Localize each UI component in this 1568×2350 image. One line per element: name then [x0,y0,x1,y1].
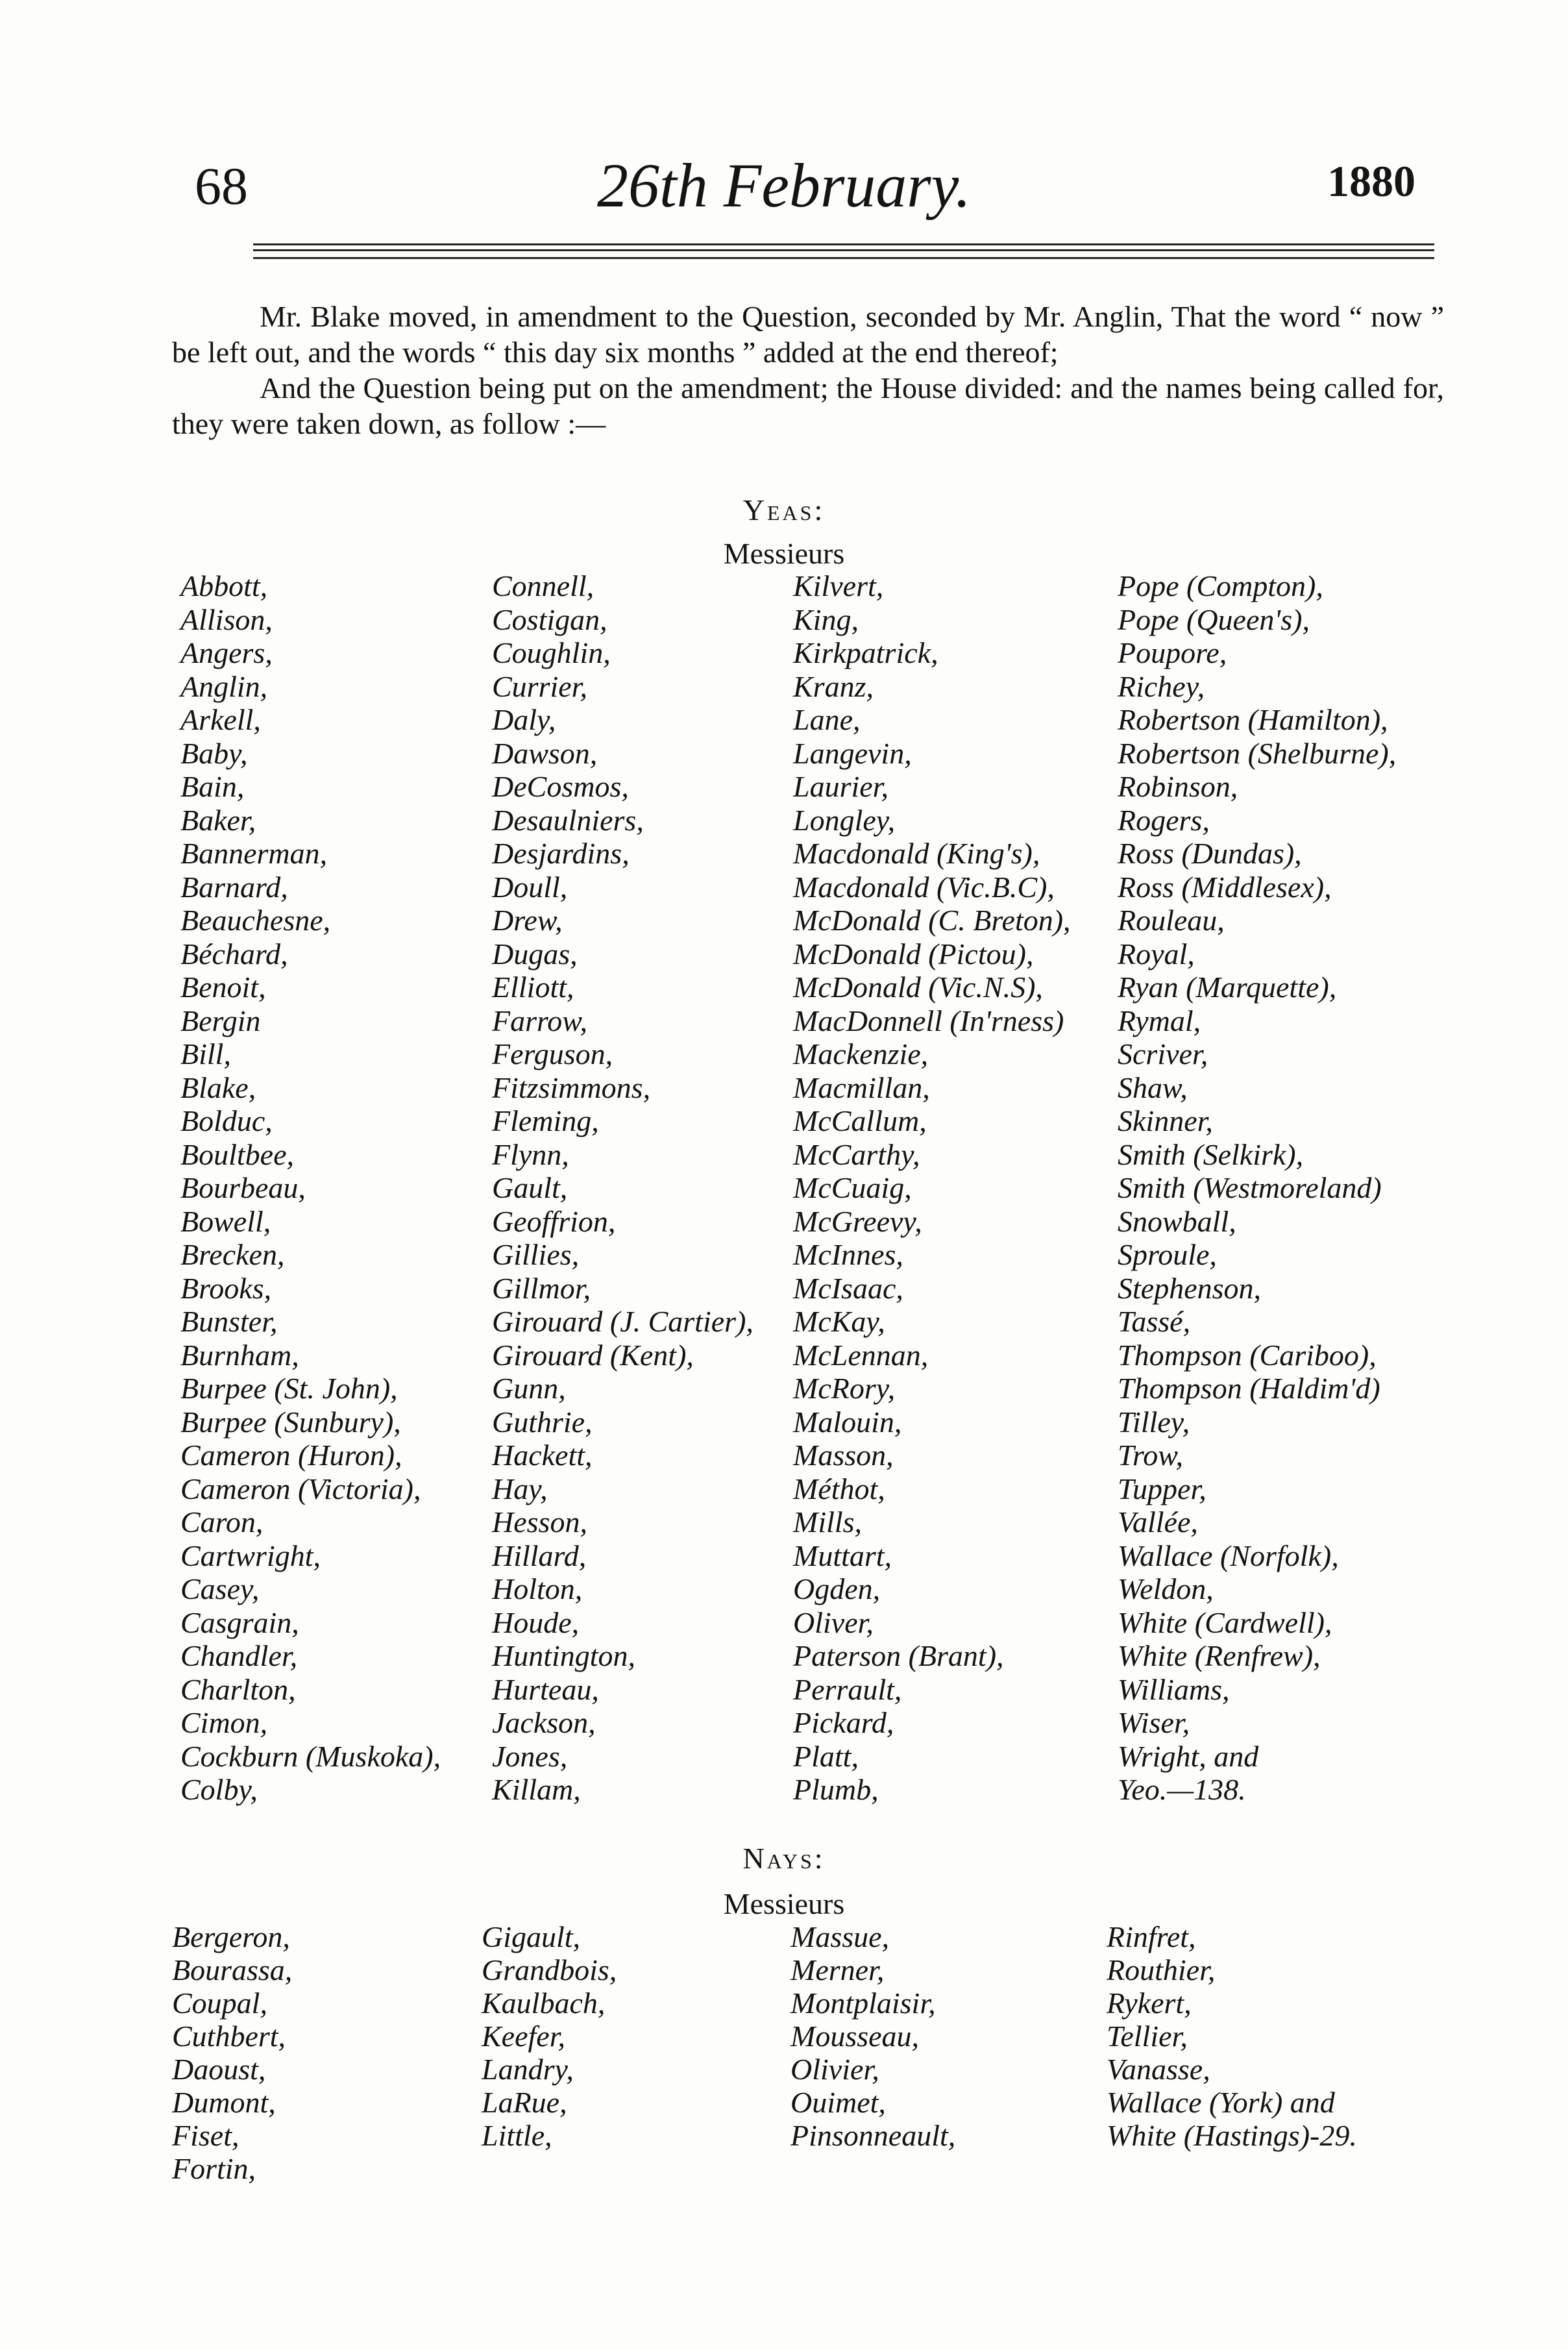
member-name: Fiset, [172,2119,239,2152]
member-name: Pope (Queen's), [1118,602,1310,636]
member-name: Gault, [492,1171,568,1204]
member-name: Coupal, [172,1986,267,2020]
member-name: Ogden, [793,1572,881,1605]
member-name: Wallace (Norfolk), [1118,1539,1339,1572]
nays-heading: Nays: [742,1842,826,1875]
member-name: McCarthy, [793,1137,920,1171]
member-name: Anglin, [180,669,268,703]
member-name: Chandler, [180,1639,298,1672]
nays-column-3 [790,1920,955,2152]
nays-column-1 [172,1920,292,2185]
member-name: Wright, and [1118,1739,1259,1773]
member-name: Yeo.—138. [1118,1773,1246,1806]
member-name: Currier, [492,669,587,703]
page-date: 26th February. [597,151,971,220]
member-name: Rinfret, [1107,1920,1196,1953]
motion-paragraph: Mr. Blake moved, in amendment to the Question, seconded by Mr. Anglin, That the word “ now ” be left out, and the words “ this day six months ” added at the end thereof; [172,300,1444,369]
member-name: Thompson (Haldim'd) [1118,1372,1380,1405]
member-name: Rouleau, [1118,904,1225,937]
member-name: Boultbee, [180,1137,294,1171]
member-name: McGreevy, [793,1204,922,1238]
member-name: Gunn, [492,1372,566,1405]
member-name: Vanasse, [1107,2053,1210,2086]
member-name: Bourbeau, [180,1171,306,1204]
member-name: Burnham, [180,1338,299,1372]
member-name: Caron, [180,1505,263,1539]
member-name: McDonald (C. Breton), [793,904,1071,937]
member-name: Mousseau, [790,2020,920,2053]
member-name: Tupper, [1118,1472,1207,1505]
member-name: Macmillan, [793,1070,930,1104]
member-name: Cameron (Huron), [180,1439,402,1472]
member-name: LaRue, [482,2086,567,2119]
member-name: Geoffrion, [492,1204,616,1238]
member-name: Kirkpatrick, [793,636,938,669]
member-name: Kaulbach, [482,1986,606,2020]
member-name: Rymal, [1118,1004,1201,1037]
member-name: Jones, [492,1739,568,1773]
member-name: Tilley, [1118,1405,1190,1439]
member-name: Robertson (Hamilton), [1118,703,1388,736]
member-name: Masson, [793,1439,894,1472]
member-name: Burpee (St. John), [180,1372,398,1405]
nays-column-2 [482,1920,617,2152]
member-name: Huntington, [492,1639,636,1672]
member-name: Daly, [492,703,556,736]
member-name: Royal, [1118,937,1195,971]
member-name: Poupore, [1118,636,1227,669]
member-name: Pinsonneault, [790,2119,956,2152]
member-name: Gillmor, [492,1271,591,1305]
member-name: Bannerman, [180,837,328,870]
member-name: Gillies, [492,1238,580,1271]
member-name: Dumont, [172,2086,276,2119]
member-name: Snowball, [1118,1204,1236,1238]
member-name: Bunster, [180,1305,278,1338]
member-name: Little, [482,2119,552,2152]
member-name: Allison, [180,602,273,636]
member-name: Bergin [180,1004,261,1037]
member-name: Colby, [180,1773,258,1806]
member-name: Massue, [790,1920,890,1953]
member-name: Coughlin, [492,636,611,669]
member-name: Burpee (Sunbury), [180,1405,401,1439]
nays-column-4 [1107,1920,1357,2152]
member-name: Bowell, [180,1204,271,1238]
member-name: Brooks, [180,1271,272,1305]
member-name: Desjardins, [492,837,630,870]
member-name: Langevin, [793,736,912,770]
member-name: Bourassa, [172,1953,293,1986]
member-name: White (Hastings)-29. [1107,2119,1357,2152]
member-name: Fleming, [492,1104,599,1137]
member-name: DeCosmos, [492,770,629,803]
yeas-subheading: Messieurs [723,537,845,570]
member-name: Oliver, [793,1605,874,1639]
member-name: Hackett, [492,1439,593,1472]
member-name: Elliott, [492,971,574,1004]
member-name: Lane, [793,703,861,736]
member-name: Macdonald (Vic.B.C), [793,870,1055,904]
member-name: Bain, [180,770,245,803]
member-name: Wiser, [1118,1706,1190,1739]
member-name: Paterson (Brant), [793,1639,1004,1672]
member-name: McIsaac, [793,1271,903,1305]
member-name: Holton, [492,1572,583,1605]
member-name: Landry, [482,2053,574,2086]
member-name: Brecken, [180,1238,285,1271]
member-name: Ferguson, [492,1037,613,1070]
member-name: McCallum, [793,1104,927,1137]
member-name: MacDonnell (In'rness) [793,1004,1064,1037]
member-name: Grandbois, [482,1953,617,1986]
member-name: Jackson, [492,1706,596,1739]
member-name: White (Renfrew), [1118,1639,1321,1672]
member-name: Baby, [180,736,248,770]
member-name: Longley, [793,803,896,837]
member-name: Benoit, [180,971,266,1004]
nays-subheading: Messieurs [723,1887,845,1920]
member-name: Girouard (Kent), [492,1338,694,1372]
page-header [0,149,1568,227]
member-name: Killam, [492,1773,581,1806]
member-name: McDonald (Vic.N.S), [793,971,1043,1004]
member-name: Ross (Middlesex), [1118,870,1332,904]
member-name: Cuthbert, [172,2020,286,2053]
member-name: Béchard, [180,937,288,971]
member-name: Robertson (Shelburne), [1118,736,1397,770]
member-name: Cartwright, [180,1539,321,1572]
yeas-heading: Yeas: [742,493,826,526]
member-name: Ross (Dundas), [1118,837,1302,870]
page-number: 68 [195,156,248,216]
member-name: Barnard, [180,870,288,904]
member-name: Wallace (York) and [1107,2086,1335,2119]
header-rule [253,249,1434,251]
member-name: McRory, [793,1372,896,1405]
member-name: Hesson, [492,1505,587,1539]
member-name: Casey, [180,1572,260,1605]
member-name: Platt, [793,1739,859,1773]
member-name: McCuaig, [793,1171,912,1204]
yeas-column-2 [492,569,753,1807]
member-name: Smith (Selkirk), [1118,1137,1304,1171]
member-name: Dawson, [492,736,598,770]
member-name: Gigault, [482,1920,581,1953]
motion-text [172,299,1444,441]
member-name: Hay, [492,1472,548,1505]
header-rule [253,243,1434,245]
member-name: Angers, [180,636,273,669]
member-name: Mills, [793,1505,863,1539]
member-name: Merner, [790,1953,885,1986]
yeas-column-1 [180,569,441,1807]
member-name: Fortin, [172,2152,256,2185]
member-name: McDonald (Pictou), [793,937,1034,971]
member-name: Kranz, [793,669,874,703]
member-name: Shaw, [1118,1070,1188,1104]
member-name: Houde, [492,1605,580,1639]
member-name: Olivier, [790,2053,879,2086]
member-name: Doull, [492,870,568,904]
member-name: Mackenzie, [793,1037,929,1070]
member-name: Cameron (Victoria), [180,1472,421,1505]
member-name: Desaulniers, [492,803,644,837]
member-name: Beauchesne, [180,904,331,937]
member-name: Williams, [1118,1672,1230,1706]
member-name: Charlton, [180,1672,296,1706]
header-rule [253,257,1434,259]
member-name: Costigan, [492,602,607,636]
member-name: Ouimet, [790,2086,886,2119]
member-name: Blake, [180,1070,256,1104]
member-name: White (Cardwell), [1118,1605,1332,1639]
member-name: Trow, [1118,1439,1184,1472]
member-name: Bill, [180,1037,231,1070]
member-name: Dugas, [492,937,578,971]
member-name: Fitzsimmons, [492,1070,651,1104]
member-name: Skinner, [1118,1104,1213,1137]
member-name: Thompson (Cariboo), [1118,1338,1377,1372]
member-name: Kilvert, [793,569,884,602]
member-name: Drew, [492,904,563,937]
division-paragraph: And the Question being put on the amendment; the House divided: and the names being called for, they were taken down, as follow :— [172,371,1444,440]
member-name: Pickard, [793,1706,894,1739]
member-name: McLennan, [793,1338,929,1372]
yeas-column-4 [1118,569,1396,1807]
member-name: Flynn, [492,1137,569,1171]
member-name: Sproule, [1118,1238,1217,1271]
member-name: Malouin, [793,1405,902,1439]
yeas-column-3 [793,569,1071,1807]
member-name: Abbott, [180,569,268,602]
member-name: Cimon, [180,1706,268,1739]
member-name: McInnes, [793,1238,903,1271]
member-name: Baker, [180,803,256,837]
member-name: Plumb, [793,1773,879,1806]
member-name: Daoust, [172,2053,266,2086]
member-name: Muttart, [793,1539,892,1572]
member-name: Ryan (Marquette), [1118,971,1337,1004]
member-name: Pope (Compton), [1118,569,1323,602]
member-name: Farrow, [492,1004,587,1037]
member-name: Smith (Westmoreland) [1118,1171,1382,1204]
member-name: Stephenson, [1118,1271,1262,1305]
member-name: Casgrain, [180,1605,299,1639]
member-name: Méthot, [793,1472,885,1505]
member-name: Weldon, [1118,1572,1214,1605]
member-name: Guthrie, [492,1405,593,1439]
member-name: King, [793,602,859,636]
page-year: 1880 [1327,156,1415,206]
member-name: Rogers, [1118,803,1210,837]
member-name: Tellier, [1107,2020,1188,2053]
member-name: Vallée, [1118,1505,1198,1539]
member-name: Routhier, [1107,1953,1216,1986]
member-name: McKay, [793,1305,885,1338]
member-name: Girouard (J. Cartier), [492,1305,753,1338]
member-name: Richey, [1118,669,1205,703]
member-name: Cockburn (Muskoka), [180,1739,441,1773]
member-name: Bolduc, [180,1104,273,1137]
member-name: Laurier, [793,770,888,803]
member-name: Montplaisir, [790,1986,936,2020]
member-name: Keefer, [482,2020,566,2053]
member-name: Connell, [492,569,594,602]
member-name: Hurteau, [492,1672,599,1706]
member-name: Macdonald (King's), [793,837,1040,870]
member-name: Robinson, [1118,770,1238,803]
member-name: Perrault, [793,1672,902,1706]
member-name: Scriver, [1118,1037,1208,1070]
member-name: Rykert, [1107,1986,1192,2020]
member-name: Tassé, [1118,1305,1191,1338]
member-name: Bergeron, [172,1920,290,1953]
member-name: Arkell, [180,703,261,736]
member-name: Hillard, [492,1539,587,1572]
